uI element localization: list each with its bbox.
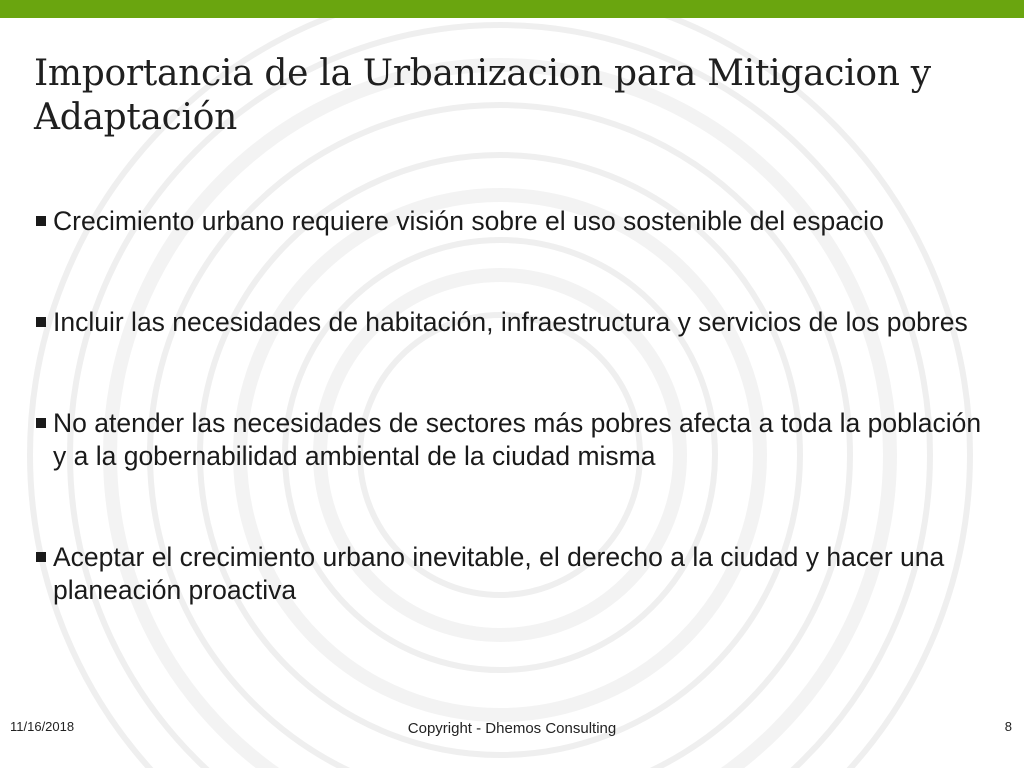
top-accent-bar: [0, 0, 1024, 18]
page-number: 8: [1004, 719, 1012, 734]
bullet-text: Incluir las necesidades de habitación, infraestructura y servicios de los pobres: [53, 307, 968, 337]
bullet-text: No atender las necesidades de sectores más pobres afecta a toda la población y a la gobernabilidad ambiental de la ciudad misma: [53, 408, 982, 471]
bullet-item: [36, 541, 986, 607]
bullet-item: [36, 205, 986, 238]
footer-date: 11/16/2018: [10, 719, 75, 734]
square-bullet-icon: [36, 216, 46, 226]
footer-copyright: [0, 720, 1024, 737]
bullet-item: [36, 407, 986, 473]
bullet-text: Aceptar el crecimiento urbano inevitable, el derecho a la ciudad y hacer una planeación proactiva: [53, 542, 945, 605]
bullet-text: Crecimiento urbano requiere visión sobre el uso sostenible del espacio: [53, 206, 884, 236]
bullet-item: [36, 306, 986, 339]
slide-title: Importancia de la Urbanizacion para Mitigacion y Adaptación: [34, 53, 931, 138]
footer-copyright-text: Copyright - Dhemos Consulting: [407, 720, 617, 737]
square-bullet-icon: [36, 418, 46, 428]
square-bullet-icon: [36, 317, 46, 327]
square-bullet-icon: [36, 552, 46, 562]
bullet-list: [36, 205, 986, 675]
